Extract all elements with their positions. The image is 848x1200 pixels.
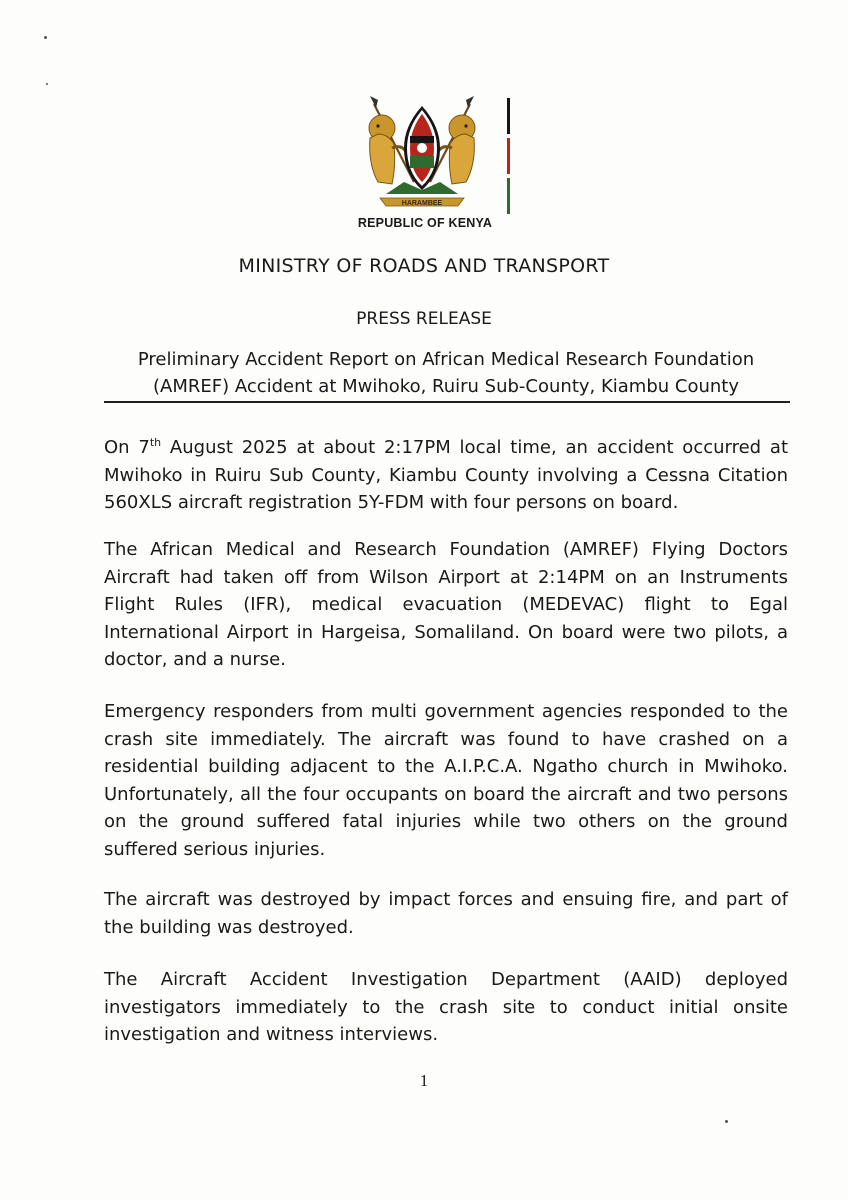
paragraph-emergency-response: Emergency responders from multi government agencies responded to the crash site immediately. The aircraft was found to have crashed on a residential building adjacent to the A.I.P.C.A. Ngatho church in Mwihoko. Unfortunately, all the four occupants on board the aircraft and two persons on the ground suffered fatal injuries while two others on the ground suffered serious injuries. bbox=[104, 701, 788, 860]
page-number: 1 bbox=[419, 1071, 429, 1090]
paragraph-investigation: The Aircraft Accident Investigation Department (AAID) deployed investigators immediately to the crash site to conduct initial onsite investigation and witness interviews. bbox=[104, 969, 788, 1045]
national-colors-bar-icon bbox=[505, 98, 513, 214]
paragraph-damage: The aircraft was destroyed by impact forces and ensuing fire, and part of the building was destroyed. bbox=[104, 889, 788, 938]
ministry-title: MINISTRY OF ROADS AND TRANSPORT bbox=[238, 255, 610, 277]
republic-label: REPUBLIC OF KENYA bbox=[357, 216, 493, 230]
kenya-coat-of-arms-icon bbox=[352, 86, 492, 216]
date-prefix: On 7 bbox=[104, 437, 150, 458]
press-release-heading: Preliminary Accident Report on African Medical Research Foundation (AMREF) Accident at Mwihoko, Ruiru Sub-County, Kiambu County bbox=[137, 349, 755, 397]
scan-speck bbox=[725, 1120, 728, 1123]
svg-text:HARAMBEE: HARAMBEE bbox=[401, 200, 443, 207]
paragraph-accident-summary bbox=[104, 429, 788, 517]
date-ordinal: th bbox=[149, 436, 162, 449]
heading-underline bbox=[104, 401, 790, 403]
paragraph-flight-details: The African Medical and Research Foundation (AMREF) Flying Doctors Aircraft had taken off from Wilson Airport at 2:14PM on an Instruments Flight Rules (IFR), medical evacuation (MEDEVAC) flight to Egal International Airport in Hargeisa, Somaliland. On board were two pilots, a doctor, and a nurse. bbox=[104, 539, 788, 670]
document-type: PRESS RELEASE bbox=[356, 309, 492, 329]
scan-speck bbox=[46, 83, 48, 85]
scan-speck bbox=[44, 36, 47, 39]
accident-summary-text: August 2025 at about 2:17PM local time, an accident occurred at Mwihoko in Ruiru Sub County, Kiambu County involving a Cessna Citation 560XLS aircraft registration 5Y-FDM with four persons on board. bbox=[104, 437, 788, 513]
